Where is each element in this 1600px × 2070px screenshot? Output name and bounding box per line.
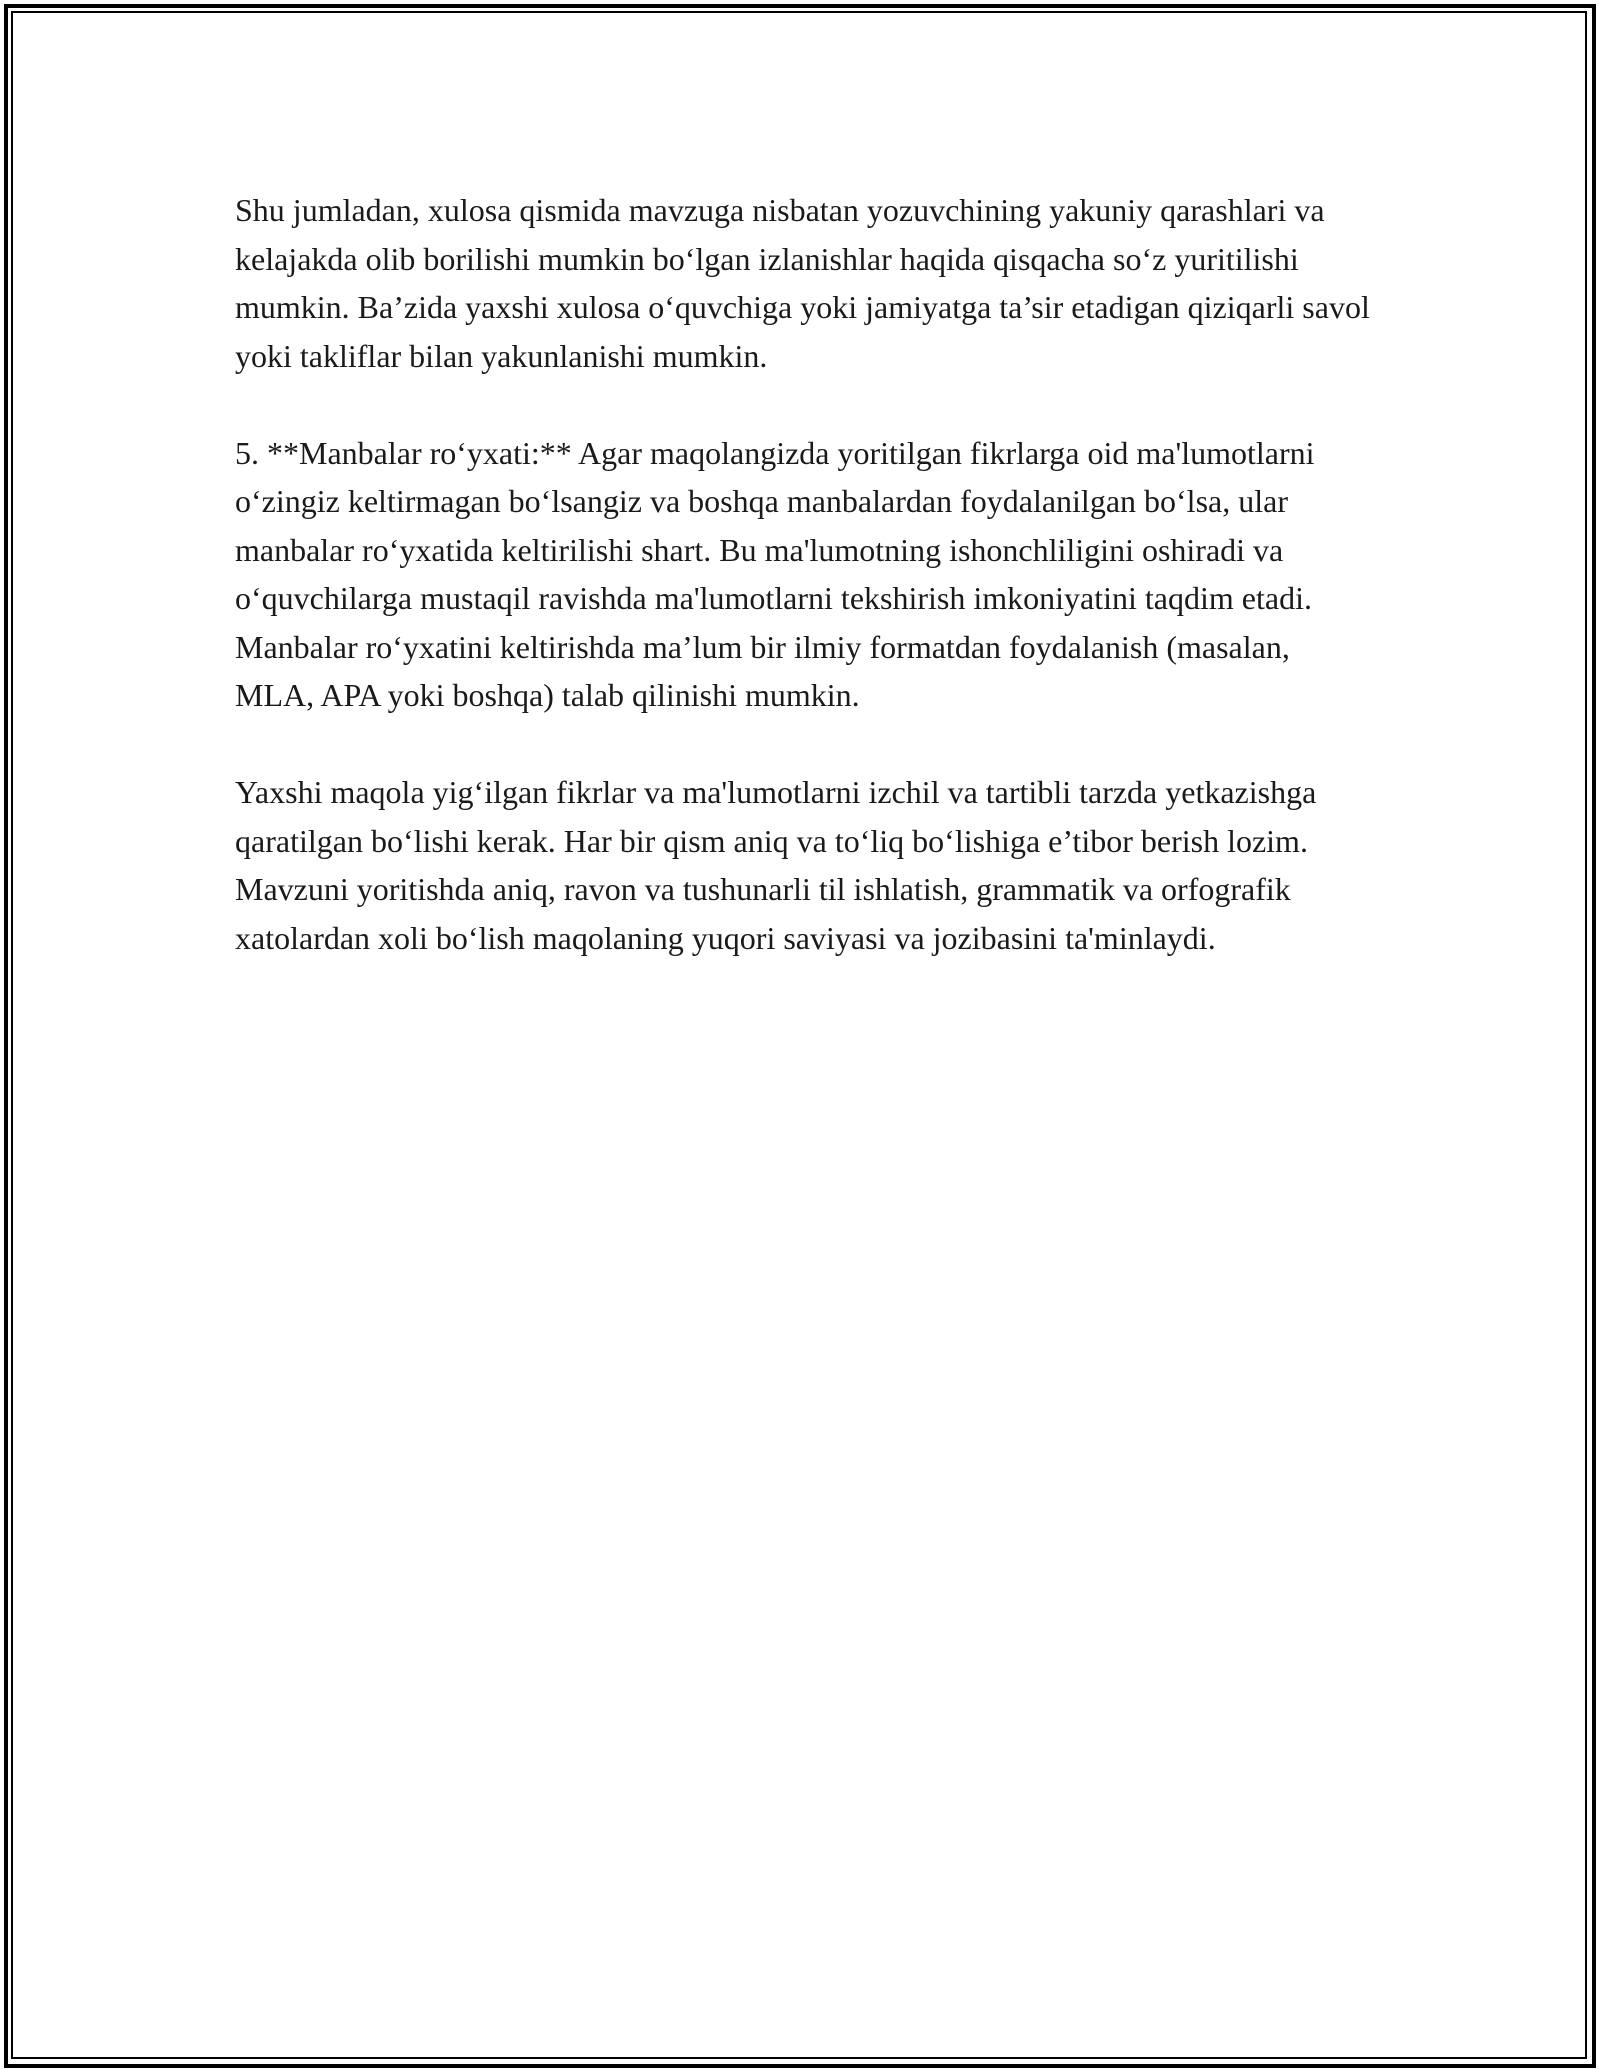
paragraph-conclusion: Shu jumladan, xulosa qismida mavzuga nisbatan yozuvchining yakuniy qarashlari va kelajakda olib borilishi mumkin bo‘lgan izlanishlar haqida qisqacha so‘z yuritilishi mumkin. Ba’zida yaxshi xulosa o‘quvchiga yoki jamiyatga ta’sir etadigan qiziqarli savol yoki takliflar bilan yakunlanishi mumkin. [235,192,1370,374]
paragraph-references: 5. **Manbalar ro‘yxati:** Agar maqolangizda yoritilgan fikrlarga oid ma'lumotlarni o‘zingiz keltirmagan bo‘lsangiz va boshqa manbalardan foydalanilgan bo‘lsa, ular manbalar ro‘yxatida keltirilishi shart. Bu ma'lumotning ishonchliligini oshiradi va o‘quvchilarga mustaqil ravishda ma'lumotlarni tekshirish imkoniyatini taqdim etadi. Manbalar ro‘yxatini keltirishda ma’lum bir ilmiy formatdan foydalanish (masalan, MLA, APA yoki boshqa) talab qilinishi mumkin. [235,434,1315,713]
document-body [235,186,1375,1011]
paragraph-summary: Yaxshi maqola yig‘ilgan fikrlar va ma'lumotlarni izchil va tartibli tarzda yetkazishga qaratilgan bo‘lishi kerak. Har bir qism aniq va to‘liq bo‘lishiga e’tibor berish lozim. Mavzuni yoritishda aniq, ravon va tushunarli til ishlatish, grammatik va orfografik xatolardan xoli bo‘lish maqolaning yuqori saviyasi va jozibasini ta'minlaydi. [235,774,1317,956]
